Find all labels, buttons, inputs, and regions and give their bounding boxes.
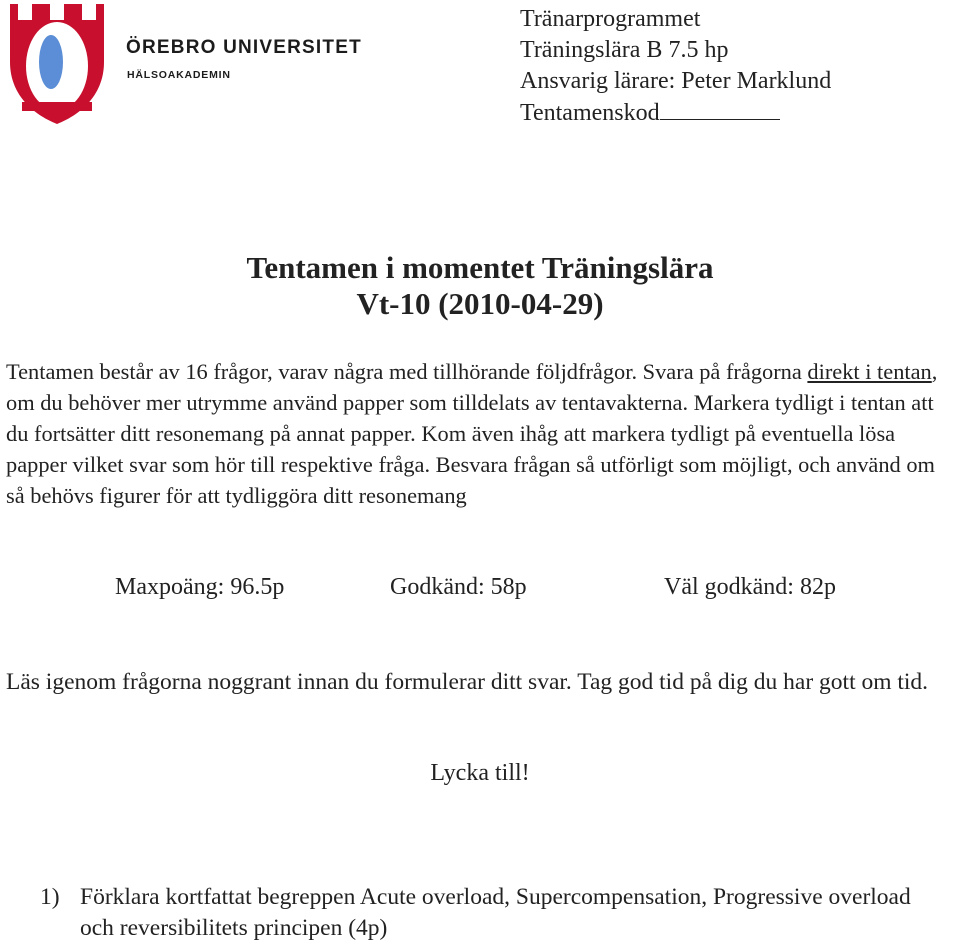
exam-code-row xyxy=(520,97,831,129)
course-info xyxy=(520,4,831,129)
exam-title-date: Vt-10 (2010-04-29) xyxy=(356,286,604,321)
intro-paragraph xyxy=(6,356,958,511)
pass-points: Godkänd: 58p xyxy=(390,574,527,600)
department-name: HÄLSOAKADEMIN xyxy=(127,69,231,81)
read-instructions: Läs igenom frågorna noggrant innan du formulerar ditt svar. Tag god tid på dig du har gott om tid. xyxy=(6,669,929,695)
orebro-shield-icon xyxy=(4,2,368,126)
program-name: Tränarprogrammet xyxy=(520,6,701,32)
exam-title xyxy=(0,250,960,322)
good-luck-text: Lycka till! xyxy=(430,760,530,786)
exam-code-label: Tentamenskod xyxy=(520,100,660,126)
intro-text-1: Tentamen består av 16 frågor, varav några med tillhörande följdfrågor. Svara på frågorna xyxy=(6,359,808,384)
course-name: Träningslära B 7.5 hp xyxy=(520,37,729,63)
intro-text-2: , om du behöver mer utrymme använd papper som tilldelats av tentavakterna. Markera tydligt i tentan att du fortsätter ditt resonemang på annat papper. Kom även ihåg att markera tydligt på eventuella lösa papper vilket svar som hör till respektive fråga. Besvara frågan så utförligt som möjligt, och använd om så behövs figurer för att tydliggöra ditt resonemang xyxy=(6,359,938,508)
exam-code-blank xyxy=(660,97,780,120)
responsible-teacher: Ansvarig lärare: Peter Marklund xyxy=(520,68,832,94)
distinction-points: Väl godkänd: 82p xyxy=(664,574,836,600)
max-points: Maxpoäng: 96.5p xyxy=(115,574,285,600)
intro-underlined: direkt i tentan xyxy=(807,359,932,384)
exam-title-main: Tentamen i momentet Träningslära xyxy=(246,250,714,285)
question-number: 1) xyxy=(40,884,60,910)
university-name: ÖREBRO UNIVERSITET xyxy=(126,37,362,58)
question-text: Förklara kortfattat begreppen Acute overload, Supercompensation, Progressive overload och reversibilitets principen (4p) xyxy=(80,884,911,941)
university-logo xyxy=(4,2,368,126)
